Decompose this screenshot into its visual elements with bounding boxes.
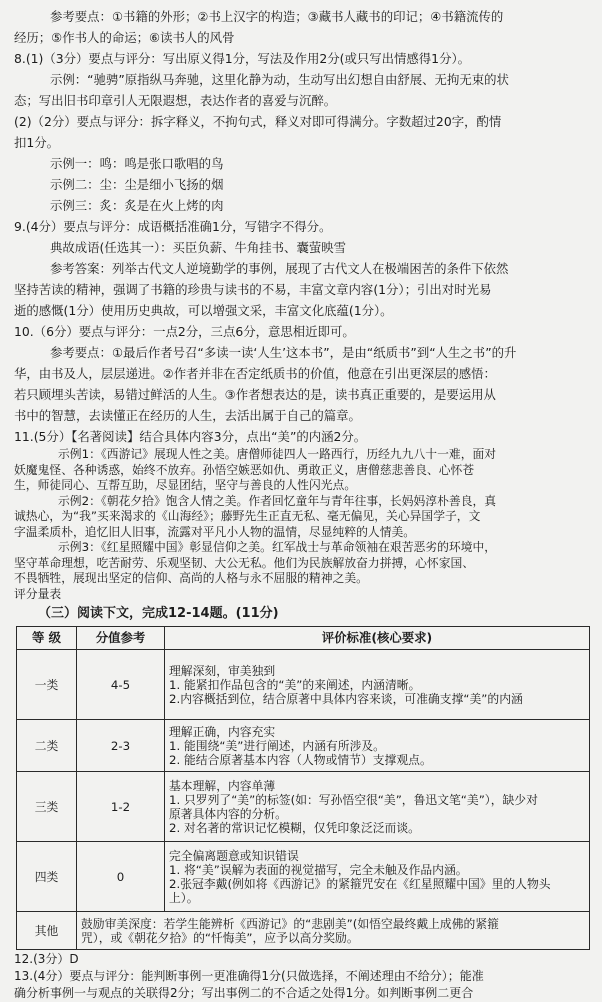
row-score: 4-5 [77,650,165,720]
q10-key-points-cont-3: 书中的智慧，去读懂正在经历的人生，去活出属于自己的篇章。 [14,408,361,423]
q10-key-points-cont-1: 华，由书及人，层层递进。②作者并非在否定纸质书的价值，他意在引出更深层的感悟： [14,366,496,381]
q10-key-points-cont-2: 若只顾埋头苦读，易错过鲜活的人生。③作者想表达的是，读书真正重要的，是要运用从 [14,387,496,402]
rubric-label: 评分量表 [14,586,62,601]
section-title: （三）阅读下文，完成12-14题。(11分) [38,606,279,621]
q11-example-2-cont-1: 诚热心，为“我”买来渴求的《山海经》；藤野先生正直无私、毫无偏见，关心异国学子，文 [14,509,481,523]
q11-example-1-cont-1: 妖魔鬼怪、各种诱惑，始终不放弃。孙悟空嫉恶如仇、勇敢正义，唐僧慈悲善良、心怀苍 [14,462,475,477]
q11-example-3-cont-1: 坚守革命理想，吃苦耐劳、乐观坚韧、大公无私。他们为民族解放奋力拼搏，心怀家国、 [14,555,475,570]
row-score: 2-3 [77,720,165,772]
q8-1-example-cont: 态；写出旧书印章引人无限遐想，表达作者的喜爱与沉醉。 [14,93,337,108]
rubric-header-row [17,627,590,650]
table-row [17,912,590,950]
q9-answer: 参考答案：列举古代文人逆境勤学的事例，展现了古代文人在极端困苦的条件下依然 [50,261,509,276]
q11-example-3-cont-2: 不畏牺牲，展现出坚定的信仰、高尚的人格与永不屈服的精神之美。 [14,571,368,585]
q8-2-example-3: 示例三：炙：炙是在火上烤的肉 [50,198,224,213]
q8-1-scoring: 8.(1)（3分）要点与评分：写出原义得1分，写法及作用2分(或只写出情感得1分）。 [14,51,471,66]
q8-2-example-1: 示例一：鸣：鸣是张口歌唱的鸟 [50,156,224,171]
q9-answer-cont-2: 逝的感慨(1分）使用历史典故，可以增强文采，丰富文化底蕴(1分）。 [14,303,393,318]
table-row [17,650,590,720]
row-level: 四类 [17,842,77,912]
q10-scoring: 10.（6分）要点与评分：一点2分，三点6分，意思相近即可。 [14,324,355,339]
q7-key-points: 参考要点：①书籍的外形；②书上汉字的构造；③藏书人藏书的印记；④书籍流传的 [50,9,504,24]
row-level: 二类 [17,720,77,772]
top-section [14,6,590,447]
header-criteria: 评价标准(核心要求) [165,627,590,650]
table-row [17,842,590,912]
row-criteria: 基本理解，内容单薄 1. 只罗列了“美”的标签(如：写孙悟空很“美”，鲁迅文笔“美”），缺少对 原著具体内容的分析。 2. 对名著的常识记忆模糊，仅凭印象泛泛而谈。 [165,772,590,842]
q8-2-scoring-cont: 扣1分。 [14,135,60,150]
row-score: 0 [77,842,165,912]
bottom-section [14,951,590,1002]
q9-idioms: 典故成语(任选其一）：买臣负薪、牛角挂书、囊萤映雪 [50,240,347,255]
q8-1-example: 示例：“驰骋”原指纵马奔驰，这里化静为动，生动写出幻想自由舒展、无拘无束的状 [50,72,509,87]
rubric-table [16,626,590,950]
q11-scoring: 11.(5分）【名著阅读】结合具体内容3分，点出“美”的内涵2分。 [14,429,367,444]
row-level: 三类 [17,772,77,842]
q11-example-1: 示例1：《西游记》展现人性之美。唐僧师徒四人一路西行，历经九九八十一难，面对 [58,447,497,461]
q9-answer-cont-1: 坚持苦读的精神，强调了书籍的珍贵与读书的不易，丰富文章内容(1分）；引出对时光易 [14,282,492,297]
row-level: 一类 [17,650,77,720]
q11-example-3: 示例3：《红星照耀中国》彰显信仰之美。红军战士与革命领袖在艰苦恶劣的环境中， [58,540,497,554]
table-row [17,720,590,772]
q8-2-example-2: 示例二：尘：尘是细小飞扬的烟 [50,177,224,192]
q9-scoring: 9.(4分）要点与评分：成语概括准确1分，写错字不得分。 [14,219,332,234]
q11-examples [14,447,590,602]
q7-key-points-cont: 经历；⑤作书人的命运；⑥读书人的风骨 [14,30,235,45]
header-score: 分值参考 [77,627,165,650]
row-score: 1-2 [77,772,165,842]
row-criteria: 鼓励审美深度：若学生能辨析《西游记》的“悲剧美”(如悟空最终戴上成佛的紧箍 咒），或《朝花夕拾》的“忏悔美”，应予以高分奖励。 [77,912,590,950]
row-criteria: 完全偏离题意或知识错误 1. 将“美”误解为表面的视觉描写，完全未触及作品内涵。 2.张冠李戴(例如将《西游记》的紧箍咒安在《红星照耀中国》里的人物头 上）。 [165,842,590,912]
q11-example-1-cont-2: 生，师徒同心、互帮互助，尽显团结，坚守与善良的人性闪光点。 [14,478,357,492]
q11-example-2-cont-2: 字温柔质朴，追忆旧人旧事，流露对平凡小人物的温情，尽显纯粹的人情美。 [14,524,416,539]
q13-scoring-cont: 确分析事例一与观点的关联得2分；写出事例二的不合适之处得1分。如判断事例二更合 [14,986,474,1000]
q12-answer: 12.(3分）D [14,952,79,966]
row-criteria: 理解深刻，审美独到 1. 能紧扣作品包含的“美”的来阐述，内涵清晰。 2.内容概括到位，结合原著中具体内容来谈，可准确支撑“美”的内涵 [165,650,590,720]
q13-scoring: 13.(4分）要点与评分：能判断事例一更准确得1分(只做选择，不阐述理由不给分）；能准 [14,969,484,983]
q11-example-2: 示例2：《朝花夕拾》饱含人情之美。作者回忆童年与青年往事，长妈妈淳朴善良，真 [58,493,497,508]
row-level: 其他 [17,912,77,950]
q10-key-points: 参考要点：①最后作者号召“多读一读‘人生’这本书”，是由“纸质书”到“人生之书”的升 [50,345,517,360]
row-criteria: 理解正确，内容充实 1. 能围绕“美”进行阐述，内涵有所涉及。 2. 能结合原著基本内容（人物或情节）支撑观点。 [165,720,590,772]
header-level: 等 级 [17,627,77,650]
q8-2-scoring: (2)（2分）要点与评分：拆字释义，不拘句式，释义对即可得满分。字数超过20字，酌情 [14,114,502,129]
table-row [17,772,590,842]
